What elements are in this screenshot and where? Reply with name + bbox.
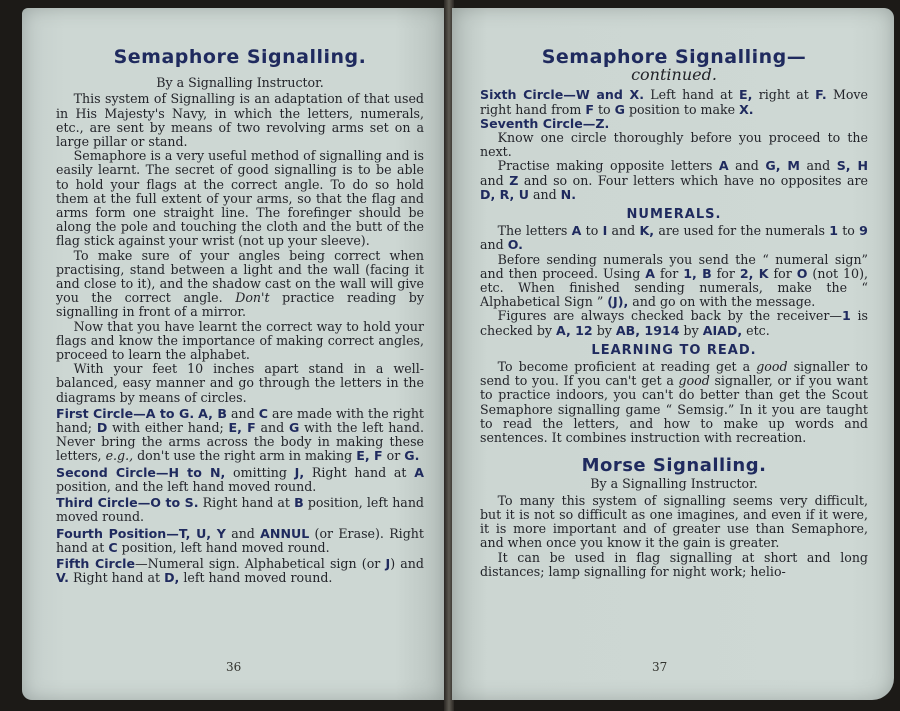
paragraph: With your feet 10 inches apart stand in a well-balanced, easy manner and go through the letters in the diagrams by means of circles. — [56, 361, 424, 405]
letter: D — [96, 420, 108, 436]
text: Right hand at — [202, 495, 290, 511]
byline: By a Signalling Instructor. — [156, 75, 324, 91]
text: Figures are always checked back by the receiver— — [497, 308, 842, 324]
letter: A, B — [198, 405, 227, 421]
letter: C — [258, 405, 268, 421]
text: for — [659, 265, 679, 281]
text: and — [611, 223, 636, 239]
text: etc. — [746, 322, 770, 338]
letter: X. — [739, 101, 754, 117]
opposites-paragraph — [480, 159, 868, 202]
text: and — [231, 525, 255, 541]
letter: V. — [56, 570, 69, 586]
text: omitting — [233, 464, 287, 480]
text: —Numeral sign. Alphabetical sign (or — [135, 555, 381, 571]
text: to — [842, 223, 855, 239]
letter: F — [585, 101, 594, 117]
text: signaller to send to you. If you can't get a — [480, 359, 868, 389]
circle-letters: —H to N, — [155, 464, 226, 480]
letter: 2, K — [739, 265, 769, 281]
section-heading-learning: LEARNING TO READ. — [591, 342, 757, 358]
text: Before sending numerals you send the “ numeral sign” and then proceed. Using — [480, 251, 868, 281]
letter: ANNUL — [260, 525, 310, 541]
text: are made with the right hand; — [56, 405, 424, 436]
letter: D, R, U — [480, 186, 529, 202]
emphasis: e.g., — [105, 448, 134, 464]
text: (or Erase). Right hand at — [56, 525, 424, 555]
text: To make sure of your angles being correct when practising, stand between a light and the wall (facing it and close to it), and the shadow cast on the wall will give you the correct angle. — [56, 247, 424, 306]
text: ) and — [390, 555, 424, 571]
learning-paragraph — [480, 360, 868, 445]
fifth-circle — [56, 557, 424, 585]
text: practice reading by signalling in front of a mirror. — [56, 290, 424, 320]
text: and so on. Four letters which have no opposites are — [523, 172, 868, 188]
paragraph: Know one circle thoroughly before you proceed to the next. — [480, 130, 868, 160]
letter: 1 — [842, 308, 851, 324]
text: and — [735, 158, 759, 174]
letter: A — [414, 464, 424, 480]
letter: S, H — [836, 158, 868, 174]
third-circle — [56, 496, 424, 524]
letter: E, F — [356, 448, 383, 464]
page-title: Semaphore Signalling. — [113, 46, 367, 68]
letter: N. — [560, 186, 576, 202]
paragraph: To many this system of signalling seems very difficult, but it is not so difficult as one imagines, and even if it were, it is more important and of greater use than Semaphore, and when once you know it the gain is greater. — [480, 492, 868, 551]
text: or — [386, 448, 401, 464]
text: with either hand; — [112, 420, 224, 436]
text: for — [773, 265, 792, 281]
text: signaller, or if you want to practice indoors, you can't do better than get the Scout Semaphore signalling game “ Semsig.” In it you are taught to read the letters, and how to make up words and sentences. It combines instruction with recreation. — [480, 373, 868, 446]
letter: A — [571, 223, 582, 239]
paragraph — [56, 249, 424, 320]
paragraph: It can be used in flag signalling at short and long distances; lamp signalling for night work; helio- — [480, 549, 868, 579]
text: to — [585, 223, 599, 239]
text: and — [260, 420, 285, 436]
text: position to make — [628, 101, 736, 117]
text: by — [683, 322, 699, 338]
text: is checked by — [480, 308, 868, 338]
letter: A, 12 — [556, 322, 593, 338]
emphasis: good — [756, 359, 788, 375]
text: are used for the numerals — [658, 223, 825, 239]
letter: AB, 1914 — [615, 322, 680, 338]
text: Move right hand from — [480, 87, 868, 117]
text: and — [231, 405, 255, 421]
text: Right hand at — [311, 464, 407, 480]
text: position, left hand moved round. — [56, 495, 424, 525]
circle-letters: —W and X. — [563, 87, 645, 103]
emphasis: good — [678, 373, 710, 389]
text: by — [596, 322, 612, 338]
letter: 1, B — [683, 265, 712, 281]
circle-heading: Fourth Position — [56, 525, 167, 541]
text: Left hand at — [650, 87, 733, 103]
text: position, and the left hand moved round. — [56, 478, 317, 494]
numeral-sign-paragraph — [480, 253, 868, 310]
text: Right hand at — [72, 570, 161, 586]
page-number: 37 — [652, 660, 668, 674]
seventh-circle — [480, 117, 868, 131]
circle-letters: —T, U, Y — [166, 525, 226, 541]
text: position, left hand moved round. — [121, 539, 330, 555]
text: and — [532, 186, 557, 202]
morse-title: Morse Signalling. — [581, 455, 767, 477]
text: don't use the right arm in making — [137, 448, 353, 464]
letter: E, — [739, 87, 753, 103]
circle-heading: Seventh Circle — [480, 115, 583, 131]
letter: J — [385, 555, 391, 571]
letter: O — [796, 265, 808, 281]
letter: A — [645, 265, 655, 281]
second-circle — [56, 466, 424, 494]
text: and — [480, 237, 504, 253]
emphasis: Don't — [235, 290, 270, 306]
paragraph: Now that you have learnt the correct way to hold your flags and know the importance of making correct angles, proceed to learn the alphabet. — [56, 318, 424, 363]
circle-heading: Second Circle — [56, 464, 156, 480]
text: left hand moved round. — [183, 570, 333, 586]
figures-paragraph — [480, 309, 868, 337]
letter: AIAD, — [702, 322, 743, 338]
paragraph: Semaphore is a very useful method of signalling and is easily learnt. The secret of good signalling is to be able to hold your flags at the correct angle. To do so hold them at the full extent of your arms, so that the flag and arms form one straight line. The forefinger should be along the pole and touching the cloth and the butt of the flag stick against your wrist (not up your sleeve). — [56, 148, 424, 249]
circle-letters: —O to S. — [137, 495, 199, 511]
letter: J, — [294, 464, 305, 480]
continued-label: continued. — [631, 65, 717, 85]
letter: O. — [507, 237, 523, 253]
page-title: Semaphore Signalling— — [541, 46, 807, 68]
circle-heading: First Circle — [56, 405, 134, 421]
letter: Z — [509, 172, 519, 188]
section-heading-numerals: NUMERALS. — [626, 207, 722, 223]
sixth-circle — [480, 88, 868, 116]
right-page — [452, 8, 894, 700]
circle-letters: —Z. — [582, 115, 610, 131]
text: Practise making opposite letters — [497, 158, 713, 174]
letter: A — [718, 158, 729, 174]
letter: G — [288, 420, 300, 436]
byline: By a Signalling Instructor. — [590, 476, 758, 492]
letter: K, — [639, 223, 655, 239]
text: and go on with the message. — [632, 294, 816, 310]
text: (not 10), etc. When finished sending numerals, make the “ Alphabetical Sign ” — [480, 265, 868, 310]
text: with the left hand. Never bring the arms across the body in making these letters, — [56, 420, 424, 464]
letter: 1 — [829, 223, 838, 239]
circle-heading: Fifth Circle — [56, 555, 136, 571]
letter: F. — [815, 87, 827, 103]
text: and — [806, 158, 831, 174]
text: right at — [758, 87, 809, 103]
text: and — [480, 172, 504, 188]
right-page-content — [480, 46, 868, 579]
circle-heading: Third Circle — [56, 495, 138, 511]
letter: I — [602, 223, 608, 239]
letter: D, — [164, 570, 180, 586]
fourth-position — [56, 527, 424, 555]
first-circle — [56, 407, 424, 464]
text: The letters — [497, 223, 568, 239]
text: to — [597, 101, 611, 117]
letter: B — [294, 495, 304, 511]
letter: C — [108, 539, 118, 555]
circle-heading: Sixth Circle — [480, 87, 564, 103]
page-number: 36 — [226, 660, 242, 674]
left-page-content — [56, 46, 424, 585]
text: for — [716, 265, 735, 281]
letter: G. — [404, 448, 420, 464]
letter: G, M — [765, 158, 800, 174]
letter: G — [614, 101, 625, 117]
circle-letters: —A to G. — [133, 405, 195, 421]
numerals-paragraph — [480, 224, 868, 252]
letter: (J), — [607, 294, 629, 310]
letter: E, F — [228, 420, 256, 436]
paragraph: This system of Signalling is an adaptation of that used in His Majesty's Navy, in which the letters, numerals, etc., are sent by means of two revolving arms set on a large pillar or stand. — [56, 91, 424, 150]
left-page — [22, 8, 446, 700]
letter: 9 — [859, 223, 868, 239]
text: To become proficient at reading get a — [497, 359, 751, 375]
